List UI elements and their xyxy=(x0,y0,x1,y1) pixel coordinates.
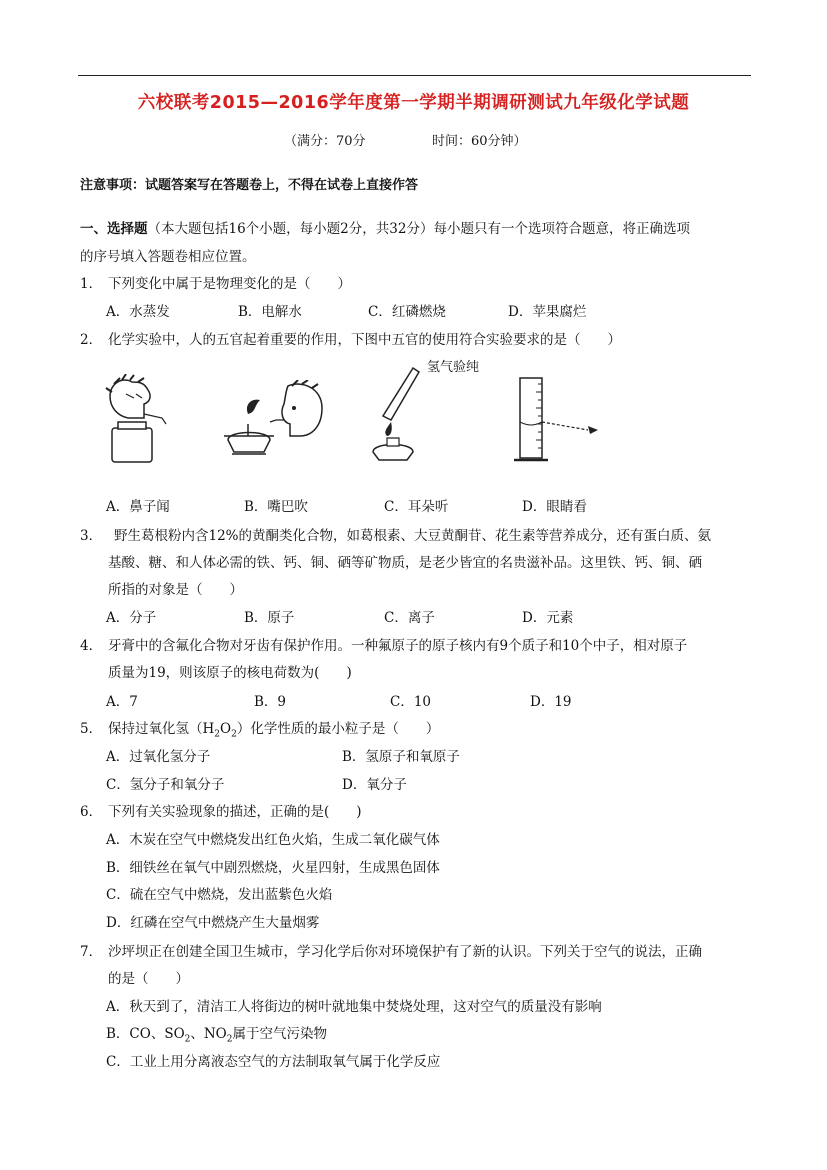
q3-option-d: D．元素 xyxy=(522,610,574,626)
exam-title: 六校联考2015—2016学年度第一学期半期调研测试九年级化学试题 xyxy=(137,93,690,113)
q2-option-a: A．鼻子闻 xyxy=(106,499,170,515)
q5-sub2: 2 xyxy=(231,729,237,740)
q4-line1: 牙膏中的含氟化合物对牙齿有保护作用。一种氟原子的原子核内有9个质子和10个中子，相对原子 xyxy=(108,638,688,654)
q6-option-a: A．木炭在空气中燃烧发出红色火焰，生成二氧化碳气体 xyxy=(106,832,440,848)
q3-option-c: C．离子 xyxy=(384,610,435,626)
q7-b-sub2: 2 xyxy=(226,1034,233,1045)
q6-number: 6． xyxy=(80,804,103,820)
graduated-cylinder-eye-icon xyxy=(510,374,605,466)
section1-intro xyxy=(80,217,690,237)
q6-stem: 下列有关实验现象的描述，正确的是( ) xyxy=(108,804,362,820)
q4-option-c: C．10 xyxy=(390,694,432,710)
q3-option-b: B．原子 xyxy=(244,610,295,626)
q7-b-post: 属于空气污染物 xyxy=(232,1026,327,1042)
q5-option-b: B．氢原子和氧原子 xyxy=(342,749,460,765)
q5-option-c: C．氢分子和氧分子 xyxy=(106,777,225,793)
mouth-blow-icon xyxy=(218,380,330,460)
section1-desc-2: 的序号填入答题卷相应位置。 xyxy=(80,249,256,265)
q3-option-a: A．分子 xyxy=(106,610,157,626)
q5-stem-pre: 保持过氧化氢（H xyxy=(108,721,215,737)
q2-option-d: D．眼睛看 xyxy=(522,499,587,515)
full-score: （满分：70分 xyxy=(284,134,366,149)
q1-number: 1． xyxy=(80,276,103,292)
section1-heading: 一、选择题 xyxy=(80,221,148,237)
hydrogen-test-icon xyxy=(365,366,435,462)
notice: 注意事项：试题答案写在答题卷上，不得在试卷上直接作答 xyxy=(80,178,419,193)
q1-option-c: C．红磷燃烧 xyxy=(368,304,446,320)
q4-number: 4． xyxy=(80,638,103,654)
q4-option-a: A．7 xyxy=(106,694,138,710)
q1-option-b: B．电解水 xyxy=(238,304,302,320)
q5-number: 5． xyxy=(80,721,103,737)
q2-option-b: B．嘴巴吹 xyxy=(244,499,308,515)
q3-line3: 所指的对象是（ ） xyxy=(108,582,243,598)
q4-option-d: D．19 xyxy=(530,694,572,710)
q1-option-a: A．水蒸发 xyxy=(106,304,170,320)
exam-time: 时间：60分钟） xyxy=(432,134,527,149)
q3-line1: 野生葛根粉内含12%的黄酮类化合物，如葛根素、大豆黄酮苷、花生素等营养成分，还有蛋白质、氨 xyxy=(114,528,712,544)
q6-option-c: C．硫在空气中燃烧，发出蓝紫色火焰 xyxy=(106,887,333,903)
top-rule xyxy=(78,75,751,76)
q5-stem xyxy=(108,717,439,740)
section1-desc: （本大题包括16个小题，每小题2分，共32分）每小题只有一个选项符合题意，将正确选项 xyxy=(147,221,690,237)
q5-option-d: D．氧分子 xyxy=(342,777,407,793)
q4-option-b: B．9 xyxy=(254,694,287,710)
q5-stem-mid: O xyxy=(220,721,232,737)
q7-line2: 的是（ ） xyxy=(108,971,189,987)
q7-option-a: A．秋天到了，清洁工人将街边的树叶就地集中焚烧处理，这对空气的质量没有影响 xyxy=(106,999,602,1015)
q7-b-mid: 、NO xyxy=(190,1026,227,1042)
q5-sub1: 2 xyxy=(214,729,221,740)
nose-smell-icon xyxy=(104,374,184,464)
q6-option-d: D．红磷在空气中燃烧产生大量烟雾 xyxy=(106,915,320,931)
q7-line1: 沙坪坝正在创建全国卫生城市，学习化学后你对环境保护有了新的认识。下列关于空气的说法，正确 xyxy=(108,944,702,960)
q5-stem-post: ）化学性质的最小粒子是（ ） xyxy=(236,721,440,737)
q3-line2: 基酸、糖、和人体必需的铁、钙、铜、硒等矿物质，是老少皆宜的名贵滋补品。这里铁、钙、铜、硒 xyxy=(108,555,702,571)
hydrogen-test-label: 氢气验纯 xyxy=(427,360,480,375)
q7-option-b xyxy=(106,1022,327,1045)
q7-option-c: C．工业上用分离液态空气的方法制取氧气属于化学反应 xyxy=(106,1054,441,1070)
q7-b-sub1: 2 xyxy=(184,1034,191,1045)
q2-number: 2． xyxy=(80,332,103,348)
q2-option-c: C．耳朵听 xyxy=(384,499,449,515)
q2-stem: 化学实验中，人的五官起着重要的作用，下图中五官的使用符合实验要求的是（ ） xyxy=(108,332,621,348)
q3-number: 3． xyxy=(80,528,103,544)
q7-number: 7． xyxy=(80,944,103,960)
q1-stem: 下列变化中属于是物理变化的是（ ） xyxy=(108,276,351,292)
q1-option-d: D．苹果腐烂 xyxy=(508,304,587,320)
q6-option-b: B．细铁丝在氧气中剧烈燃烧，火星四射，生成黑色固体 xyxy=(106,860,440,876)
q4-line2: 质量为19，则该原子的核电荷数为( ) xyxy=(108,665,352,681)
q5-option-a: A．过氧化氢分子 xyxy=(106,749,211,765)
q7-b-pre: B．CO、SO xyxy=(106,1026,185,1042)
